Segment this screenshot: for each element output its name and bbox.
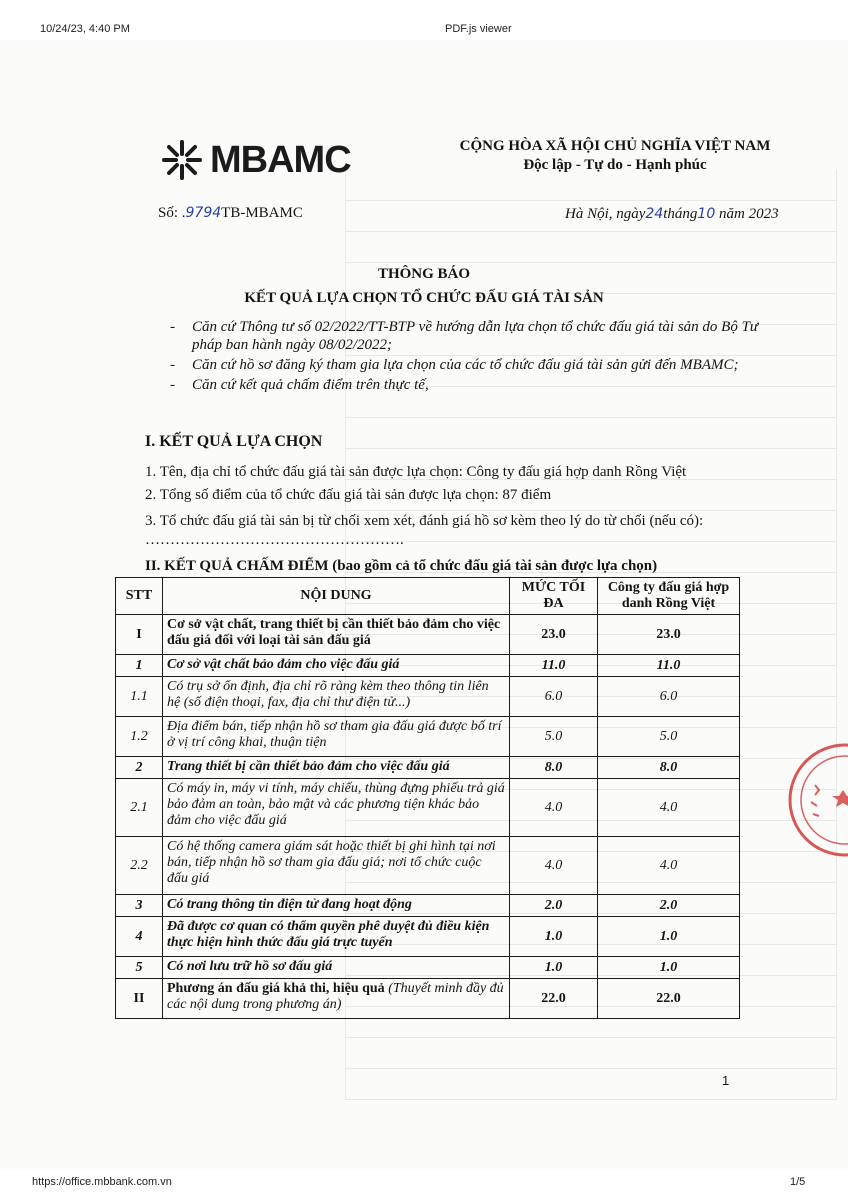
section-1-heading: I. KẾT QUẢ LỰA CHỌN bbox=[145, 433, 323, 450]
row-content-main: Phương án đấu giá khả thi, hiệu quả bbox=[167, 981, 385, 996]
legal-basis-item: - Căn cứ Thông tư số 02/2022/TT-BTP về hướng dẫn lựa chọn tổ chức đấu giá tài sản do Bộ Tư pháp ban hành ngày 08/02/2022; bbox=[170, 319, 759, 353]
month-handwritten: 10 bbox=[697, 206, 716, 222]
table-row bbox=[116, 779, 740, 837]
table-row bbox=[116, 837, 740, 895]
col-stt: STT bbox=[116, 578, 163, 615]
row-score: 22.0 bbox=[598, 979, 740, 1019]
row-max: 11.0 bbox=[510, 655, 598, 677]
row-stt: 3 bbox=[116, 895, 163, 917]
table-row bbox=[116, 979, 740, 1019]
print-timestamp: 10/24/23, 4:40 PM bbox=[40, 23, 130, 35]
row-max: 6.0 bbox=[510, 677, 598, 717]
row-stt: 4 bbox=[116, 917, 163, 957]
legal-basis-item: - Căn cứ kết quả chấm điểm trên thực tế, bbox=[170, 377, 429, 393]
logo-text: MBAMC bbox=[210, 138, 351, 181]
table-row bbox=[116, 957, 740, 979]
row-score: 4.0 bbox=[598, 837, 740, 895]
row-max: 22.0 bbox=[510, 979, 598, 1019]
row-max: 4.0 bbox=[510, 837, 598, 895]
row-max: 1.0 bbox=[510, 957, 598, 979]
score-table bbox=[115, 577, 740, 1019]
row-content bbox=[163, 979, 510, 1019]
mbamc-logo bbox=[160, 132, 351, 188]
row-max: 2.0 bbox=[510, 895, 598, 917]
row-stt: 5 bbox=[116, 957, 163, 979]
viewer-title: PDF.js viewer bbox=[445, 23, 512, 35]
legal-basis-text: Căn cứ hồ sơ đăng ký tham gia lựa chọn của các tổ chức đấu giá tài sản gửi đến MBAMC; bbox=[192, 357, 739, 373]
table-row bbox=[116, 757, 740, 779]
row-content: Trang thiết bị cần thiết bảo đảm cho việc đấu giá bbox=[163, 757, 510, 779]
row-score: 1.0 bbox=[598, 917, 740, 957]
section-2-heading: II. KẾT QUẢ CHẤM ĐIỂM (bao gồm cả tổ chức đấu giá tài sản được lựa chọn) bbox=[145, 558, 658, 574]
row-stt: I bbox=[116, 615, 163, 655]
table-header-row bbox=[116, 578, 740, 615]
row-max: 1.0 bbox=[510, 917, 598, 957]
row-content: Cơ sở vật chất, trang thiết bị cần thiết bảo đảm cho việc đấu giá đối với loại tài sản đấu giá bbox=[163, 615, 510, 655]
national-heading bbox=[450, 137, 780, 175]
year-text: năm 2023 bbox=[719, 206, 779, 222]
page-indicator: 1/5 bbox=[790, 1176, 806, 1188]
col-max: MỨC TỐI ĐA bbox=[510, 578, 598, 615]
page-number: 1 bbox=[722, 1073, 730, 1088]
row-max: 5.0 bbox=[510, 717, 598, 757]
row-stt: 1.2 bbox=[116, 717, 163, 757]
day-handwritten: 24 bbox=[645, 206, 664, 222]
month-label: tháng bbox=[663, 206, 698, 222]
document-page bbox=[0, 40, 848, 1170]
row-max: 4.0 bbox=[510, 779, 598, 837]
row-content-note: (Thuyết minh đầy đủ các nội dung trong phương án) bbox=[167, 981, 504, 1012]
row-score: 5.0 bbox=[598, 717, 740, 757]
place-prefix: Hà Nội, ngày bbox=[565, 206, 646, 222]
row-score: 23.0 bbox=[598, 615, 740, 655]
source-url: https://office.mbbank.com.vn bbox=[32, 1176, 172, 1188]
col-company: Công ty đấu giá hợp danh Rồng Việt bbox=[598, 578, 740, 615]
total-score: 2. Tổng số điểm của tổ chức đấu giá tài sản được lựa chọn: 87 điểm bbox=[145, 487, 552, 503]
star-logo-icon bbox=[160, 138, 204, 182]
table-row bbox=[116, 895, 740, 917]
nation-name: CỘNG HÒA XÃ HỘI CHỦ NGHĨA VIỆT NAM bbox=[459, 138, 771, 154]
rejected-org: 3. Tổ chức đấu giá tài sản bị từ chối xem xét, đánh giá hồ sơ kèm theo lý do từ chối (nếu có): ……………………………………………. bbox=[145, 513, 704, 548]
table-row bbox=[116, 655, 740, 677]
row-score: 8.0 bbox=[598, 757, 740, 779]
legal-basis-item: - Căn cứ hồ sơ đăng ký tham gia lựa chọn của các tổ chức đấu giá tài sản gửi đến MBAMC; bbox=[170, 357, 739, 373]
col-content: NỘI DUNG bbox=[163, 578, 510, 615]
legal-basis-list bbox=[170, 318, 780, 396]
document-number bbox=[158, 205, 303, 222]
row-stt: 2.1 bbox=[116, 779, 163, 837]
row-content: Có trang thông tin điện tử đang hoạt động bbox=[163, 895, 510, 917]
row-score: 1.0 bbox=[598, 957, 740, 979]
selected-org: 1. Tên, địa chỉ tổ chức đấu giá tài sản được lựa chọn: Công ty đấu giá hợp danh Rồng Việt bbox=[145, 464, 687, 480]
red-seal-stamp-icon bbox=[785, 740, 848, 860]
row-score: 11.0 bbox=[598, 655, 740, 677]
row-content: Địa điểm bán, tiếp nhận hồ sơ tham gia đấu giá được bố trí ở vị trí công khai, thuận tiện bbox=[163, 717, 510, 757]
row-content: Có nơi lưu trữ hồ sơ đấu giá bbox=[163, 957, 510, 979]
row-content: Đã được cơ quan có thẩm quyền phê duyệt đủ điều kiện thực hiện hình thức đấu giá trực tuyến bbox=[163, 917, 510, 957]
row-stt: 2 bbox=[116, 757, 163, 779]
row-stt: 1 bbox=[116, 655, 163, 677]
row-content: Cơ sở vật chất bảo đảm cho việc đấu giá bbox=[163, 655, 510, 677]
table-row bbox=[116, 615, 740, 655]
row-content: Có máy in, máy vi tính, máy chiếu, thùng đựng phiếu trả giá bảo đảm an toàn, bảo mật và các phương tiện khác bảo đảm cho việc đấu giá bbox=[163, 779, 510, 837]
row-content: Có hệ thống camera giám sát hoặc thiết bị ghi hình tại nơi bán, tiếp nhận hồ sơ tham gia đấu giá; nơi tổ chức cuộc đấu giá bbox=[163, 837, 510, 895]
nation-motto: Độc lập - Tự do - Hạnh phúc bbox=[523, 157, 707, 173]
row-score: 4.0 bbox=[598, 779, 740, 837]
table-row bbox=[116, 677, 740, 717]
notice-subtitle: KẾT QUẢ LỰA CHỌN TỔ CHỨC ĐẤU GIÁ TÀI SẢN bbox=[244, 290, 604, 306]
table-row bbox=[116, 717, 740, 757]
notice-title: THÔNG BÁO bbox=[377, 266, 471, 282]
legal-basis-text: Căn cứ Thông tư số 02/2022/TT-BTP về hướng dẫn lựa chọn tổ chức đấu giá tài sản do Bộ Tư pháp ban hành ngày 08/02/2022; bbox=[192, 319, 759, 353]
row-max: 23.0 bbox=[510, 615, 598, 655]
row-score: 6.0 bbox=[598, 677, 740, 717]
doc-number-prefix: Số: . bbox=[158, 205, 186, 221]
place-date bbox=[565, 206, 779, 223]
row-content: Có trụ sở ổn định, địa chỉ rõ ràng kèm theo thông tin liên hệ (số điện thoại, fax, địa chỉ thư điện tử...) bbox=[163, 677, 510, 717]
doc-number-suffix: TB-MBAMC bbox=[221, 205, 303, 221]
browser-footer bbox=[0, 1170, 848, 1200]
row-max: 8.0 bbox=[510, 757, 598, 779]
browser-header bbox=[0, 0, 848, 40]
doc-number-handwritten: 9794 bbox=[185, 205, 222, 221]
row-stt: II bbox=[116, 979, 163, 1019]
table-row bbox=[116, 917, 740, 957]
row-stt: 2.2 bbox=[116, 837, 163, 895]
row-stt: 1.1 bbox=[116, 677, 163, 717]
legal-basis-text: Căn cứ kết quả chấm điểm trên thực tế, bbox=[192, 377, 429, 393]
row-score: 2.0 bbox=[598, 895, 740, 917]
